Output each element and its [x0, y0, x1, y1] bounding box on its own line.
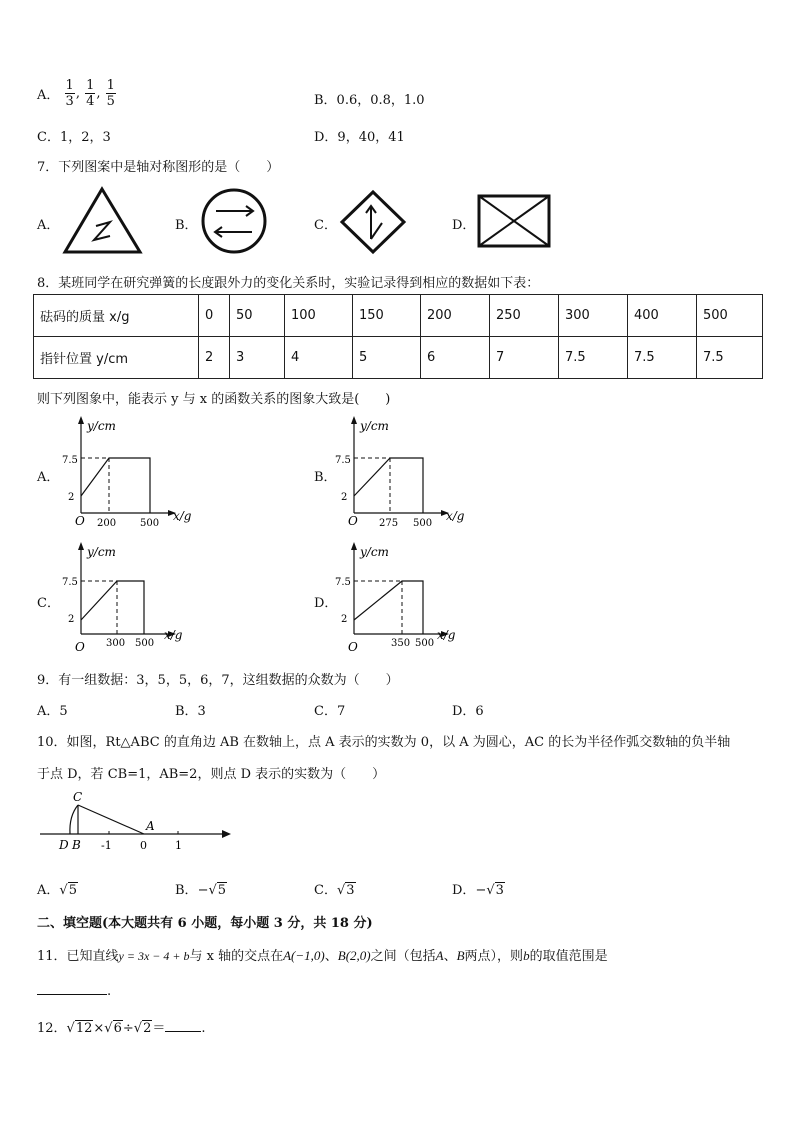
y-tick-label: 2 [341, 492, 348, 503]
q11-answer-blank[interactable]: . [37, 980, 111, 999]
x-tick-label: 500 [413, 518, 433, 529]
table-cell: 4 [285, 337, 353, 379]
y-tick-label: 2 [68, 492, 75, 503]
sqrt-sign: √12 [66, 1021, 93, 1036]
table-cell: 5 [353, 337, 421, 379]
origin-label: O [75, 640, 85, 654]
q10-option-d: D．−√3 [452, 883, 504, 898]
q9-option-b: B．3 [175, 704, 206, 719]
q11-stem: 11．已知直线y = 3x − 4 + b与 x 轴的交点在A(−1,0)、B(2,0)之间（包括A、B两点），则b的取值范围是 [37, 948, 608, 964]
q9-option-a: A．5 [37, 704, 68, 719]
y-tick-label: 7.5 [62, 577, 78, 588]
table-cell: 250 [490, 295, 559, 337]
q10-stem-line1: 10．如图，Rt△ABC 的直角边 AB 在数轴上，点 A 表示的实数为 0，以 A 为圆心，AC 的长为半径作弧交数轴的负半轴 [37, 735, 731, 750]
table-cell: 7.5 [697, 337, 763, 379]
q9-option-d: D．6 [452, 704, 484, 719]
q6-option-b: B．0.6，0.8，1.0 [314, 93, 425, 108]
origin-label: O [348, 640, 358, 654]
fraction-one-third: $\frac{1}{3}$ [65, 78, 74, 109]
table-cell: 500 [697, 295, 763, 337]
q7-label-b: B． [175, 218, 198, 233]
fraction-one-fifth: $\frac{1}{5}$ [106, 78, 115, 109]
sqrt-sign: √6 [104, 1021, 122, 1036]
point-b: B(2,0) [337, 948, 371, 963]
y-axis-label: y/cm [87, 545, 116, 559]
table-cell: 3 [230, 337, 285, 379]
table-cell: 100 [285, 295, 353, 337]
table-cell: 0 [199, 295, 230, 337]
x-tick-label: 500 [140, 518, 160, 529]
q10-stem-line2: 于点 D，若 CB=1，AB=2，则点 D 表示的实数为（ ） [37, 767, 386, 782]
y-axis-label: y/cm [360, 419, 389, 433]
q10-option-a: A．√5 [37, 883, 77, 898]
x-tick-label: 500 [415, 638, 435, 649]
y-tick-label: 7.5 [335, 455, 351, 466]
point-c-label: C [73, 790, 83, 804]
graph-d [333, 540, 473, 656]
point-a-label: A [146, 819, 155, 833]
table-cell: 2 [199, 337, 230, 379]
line-equation: y = 3x − 4 + b [118, 949, 190, 963]
table-cell: 150 [353, 295, 421, 337]
sqrt-sign: √5 [59, 883, 77, 898]
x-tick-label: 350 [391, 638, 411, 649]
q9-stem: 9．有一组数据：3，5，5，6，7，这组数据的众数为（ ） [37, 673, 399, 688]
point-a: A(−1,0) [283, 948, 325, 963]
x-tick-label: 200 [97, 518, 117, 529]
x-tick-label: 300 [106, 638, 126, 649]
q12-answer-blank[interactable] [165, 1019, 201, 1032]
y-tick-label: 7.5 [335, 577, 351, 588]
q9-option-c: C．7 [314, 704, 346, 719]
section-2-title: 二、填空题(本大题共有 6 小题，每小题 3 分，共 18 分) [37, 916, 373, 931]
graph-b [333, 414, 473, 530]
x-axis-label: x/g [437, 628, 456, 642]
origin-label: O [75, 514, 85, 528]
data-table [33, 294, 763, 379]
x-axis-label: x/g [164, 628, 183, 642]
table-cell: 300 [559, 295, 628, 337]
fraction-one-fourth: $\frac{1}{4}$ [86, 78, 95, 109]
x-tick-label: 275 [379, 518, 399, 529]
tick-label-minus-one: -1 [101, 839, 112, 852]
table-cell: 200 [421, 295, 490, 337]
x-axis-label: x/g [173, 509, 192, 523]
x-tick-label: 500 [135, 638, 155, 649]
q12-stem: 12．√12×√6÷√2＝ . [37, 1021, 206, 1036]
q10-option-c: C．√3 [314, 883, 355, 898]
q6-option-a: A． $\frac{1}{3}$ , $\frac{1}{4}$ , $\frac{1}{5}$ [37, 78, 115, 109]
point-b-label: B [72, 838, 81, 852]
y-axis-label: y/cm [87, 419, 116, 433]
envelope-figure [476, 193, 552, 249]
q8-stem: 8．某班同学在研究弹簧的长度跟外力的变化关系时，实验记录得到相应的数据如下表： [37, 276, 540, 291]
origin-label: O [348, 514, 358, 528]
y-tick-label: 2 [68, 614, 75, 625]
q8-label-c: C． [37, 596, 60, 611]
number-line-figure [38, 788, 238, 854]
graph-c [60, 540, 200, 656]
table-cell: 400 [628, 295, 697, 337]
graph-a [60, 414, 200, 530]
sqrt-sign: √3 [486, 883, 504, 898]
q10-option-b: B．−√5 [175, 883, 227, 898]
x-axis-label: x/g [446, 509, 465, 523]
y-tick-label: 7.5 [62, 455, 78, 466]
table-header-cell: 指针位置 y/cm [34, 337, 199, 379]
q6-option-d: D．9，40，41 [314, 130, 405, 145]
table-row [34, 295, 763, 337]
q7-label-a: A． [37, 218, 60, 233]
q8-question: 则下列图象中，能表示 y 与 x 的函数关系的图象大致是( ) [37, 392, 391, 407]
table-cell: 6 [421, 337, 490, 379]
q7-label-c: C． [314, 218, 337, 233]
table-cell: 7.5 [559, 337, 628, 379]
diamond-figure [338, 189, 408, 255]
y-axis-label: y/cm [360, 545, 389, 559]
q6-option-c: C．1，2，3 [37, 130, 111, 145]
y-tick-label: 2 [341, 614, 348, 625]
q8-label-b: B． [314, 470, 337, 485]
sqrt-sign: √2 [133, 1021, 152, 1036]
triangle-figure [62, 186, 144, 256]
q7-label-d: D． [452, 218, 476, 233]
tick-label-zero: 0 [140, 839, 147, 852]
circle-arrows-figure [199, 188, 269, 254]
table-header-cell: 砝码的质量 x/g [34, 295, 199, 337]
table-row [34, 337, 763, 379]
sqrt-sign: √3 [336, 883, 355, 898]
q8-label-a: A． [37, 470, 60, 485]
table-cell: 7.5 [628, 337, 697, 379]
sqrt-sign: √5 [208, 883, 227, 898]
q7-stem: 7．下列图案中是轴对称图形的是（ ） [37, 160, 280, 175]
table-cell: 7 [490, 337, 559, 379]
q8-label-d: D． [314, 596, 338, 611]
table-cell: 50 [230, 295, 285, 337]
point-d-label: D [59, 838, 69, 852]
tick-label-one: 1 [175, 839, 182, 852]
